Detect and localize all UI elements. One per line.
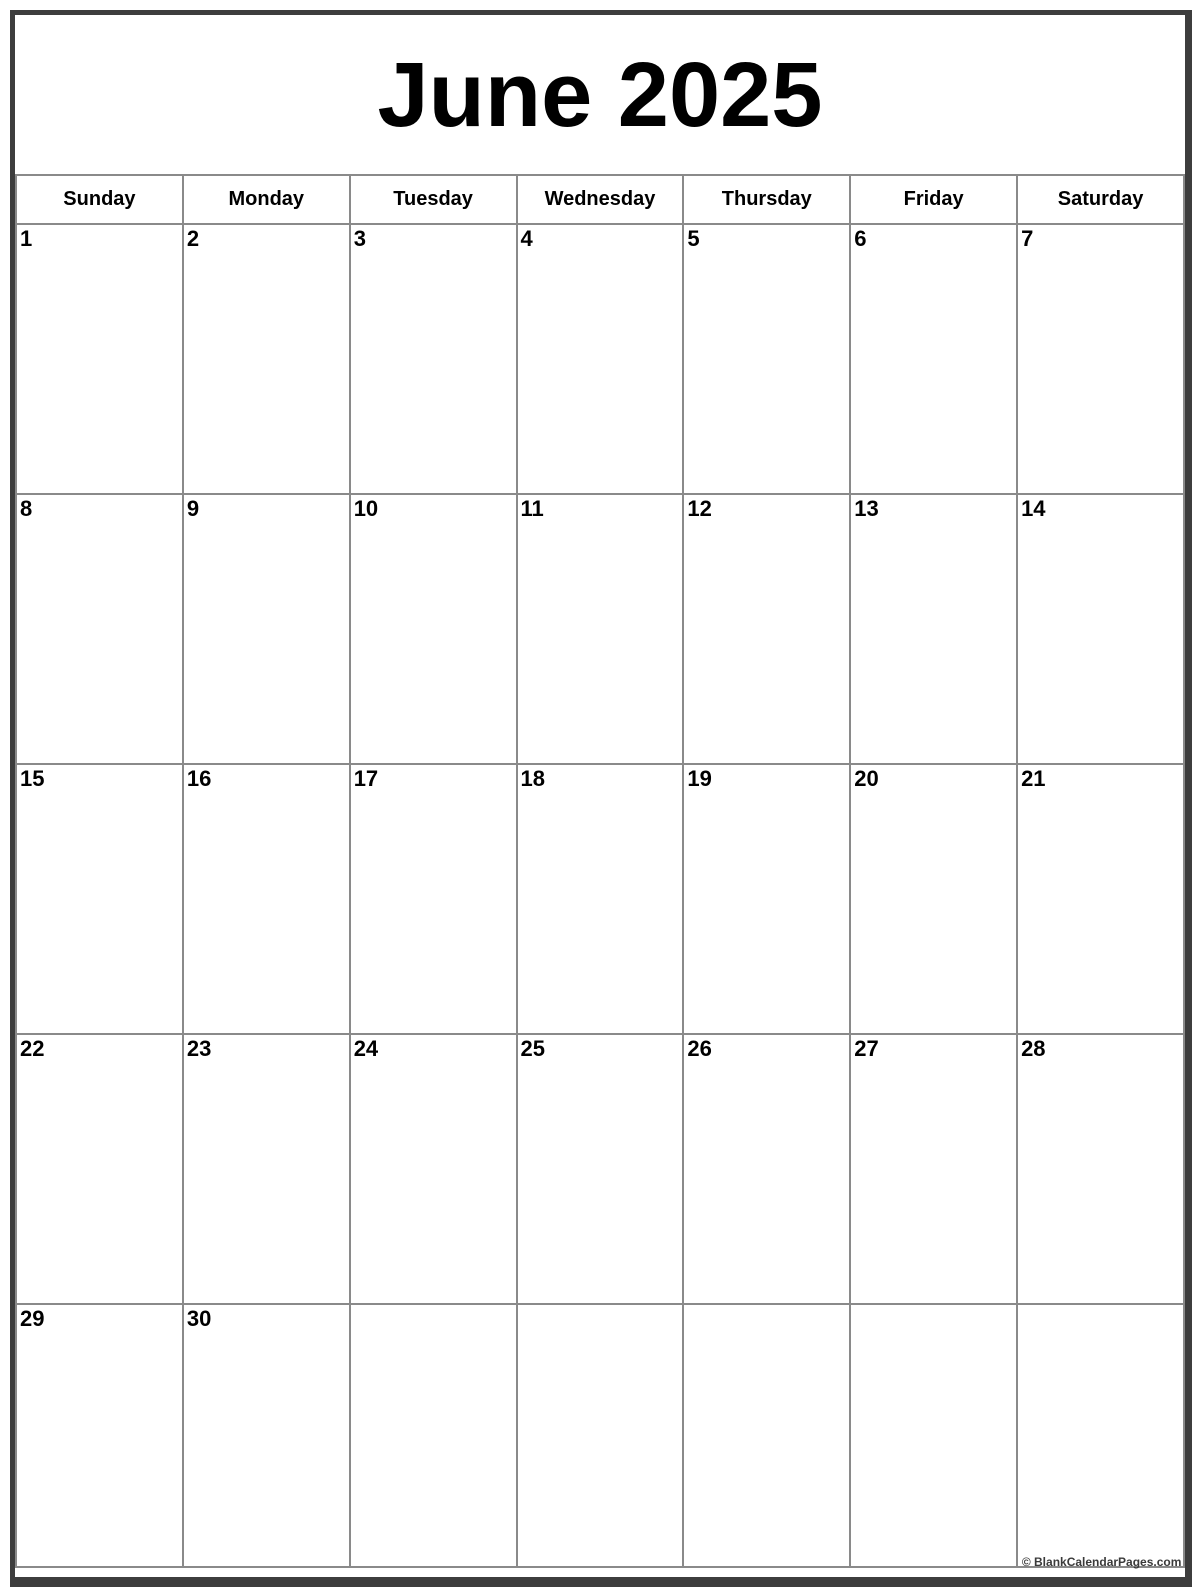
day-number: 5 — [687, 226, 700, 251]
week-row — [16, 1034, 1184, 1304]
weekday-header-row — [16, 175, 1184, 224]
weekday-header: Wednesday — [517, 175, 684, 224]
page-title: June 2025 — [377, 43, 823, 146]
day-cell-empty — [517, 1304, 684, 1567]
day-cell — [683, 224, 850, 494]
day-number: 15 — [20, 766, 45, 791]
day-number: 18 — [520, 766, 546, 791]
day-cell — [850, 494, 1017, 764]
day-number: 6 — [854, 226, 867, 251]
day-cell — [683, 1034, 850, 1304]
day-cell — [350, 224, 517, 494]
day-cell — [1017, 764, 1184, 1034]
day-cell — [350, 494, 517, 764]
day-cell — [1017, 494, 1184, 764]
day-number: 25 — [520, 1036, 546, 1061]
day-cell — [183, 1034, 350, 1304]
day-cell — [16, 1034, 183, 1304]
day-number: 12 — [687, 496, 712, 521]
day-cell — [183, 494, 350, 764]
day-cell — [16, 494, 183, 764]
day-cell — [183, 764, 350, 1034]
weekday-header: Friday — [850, 175, 1017, 224]
day-number: 23 — [186, 1036, 212, 1061]
day-cell — [683, 764, 850, 1034]
day-cell — [183, 1304, 350, 1567]
day-number: 26 — [687, 1036, 712, 1061]
day-number: 10 — [353, 496, 379, 521]
day-number: 14 — [1021, 496, 1046, 521]
day-number: 2 — [186, 226, 200, 251]
watermark: © BlankCalendarPages.com — [1021, 1555, 1182, 1569]
day-cell — [850, 1034, 1017, 1304]
day-cell — [517, 1034, 684, 1304]
weekday-header: Thursday — [683, 175, 850, 224]
day-number: 1 — [20, 226, 33, 251]
day-cell — [350, 1034, 517, 1304]
week-row — [16, 1304, 1184, 1567]
day-cell — [850, 224, 1017, 494]
day-cell-empty — [350, 1304, 517, 1567]
day-number: 21 — [1021, 766, 1046, 791]
day-number: 22 — [20, 1036, 45, 1061]
day-cell — [517, 764, 684, 1034]
day-number: 24 — [353, 1036, 379, 1061]
day-number: 13 — [854, 496, 879, 521]
day-number: 9 — [186, 496, 200, 521]
day-number: 3 — [353, 226, 366, 251]
day-cell — [683, 494, 850, 764]
day-number: 11 — [520, 496, 544, 521]
day-cell — [16, 764, 183, 1034]
day-cell — [183, 224, 350, 494]
day-cell — [850, 764, 1017, 1034]
day-cell — [350, 764, 517, 1034]
day-cell — [517, 494, 684, 764]
day-cell — [1017, 224, 1184, 494]
weekday-header: Tuesday — [350, 175, 517, 224]
day-cell-empty — [1017, 1304, 1184, 1567]
day-number: 19 — [687, 766, 712, 791]
day-number: 16 — [186, 766, 212, 791]
week-row — [16, 224, 1184, 494]
day-number: 7 — [1021, 226, 1034, 251]
week-row — [16, 764, 1184, 1034]
weekday-header: Monday — [183, 175, 350, 224]
calendar-frame — [10, 10, 1192, 1587]
day-number: 27 — [854, 1036, 879, 1061]
calendar-table — [15, 174, 1185, 1568]
weekday-header: Saturday — [1017, 175, 1184, 224]
day-cell — [16, 1304, 183, 1567]
day-number: 8 — [20, 496, 33, 521]
day-number: 29 — [20, 1306, 45, 1331]
week-row — [16, 494, 1184, 764]
weekday-header: Sunday — [16, 175, 183, 224]
day-number: 28 — [1021, 1036, 1046, 1061]
day-number: 30 — [186, 1306, 212, 1331]
day-number: 20 — [854, 766, 879, 791]
day-number: 17 — [353, 766, 379, 791]
day-cell-empty — [683, 1304, 850, 1567]
day-cell — [1017, 1034, 1184, 1304]
day-cell-empty — [850, 1304, 1017, 1567]
day-cell — [517, 224, 684, 494]
day-cell — [16, 224, 183, 494]
day-number: 4 — [520, 226, 533, 251]
